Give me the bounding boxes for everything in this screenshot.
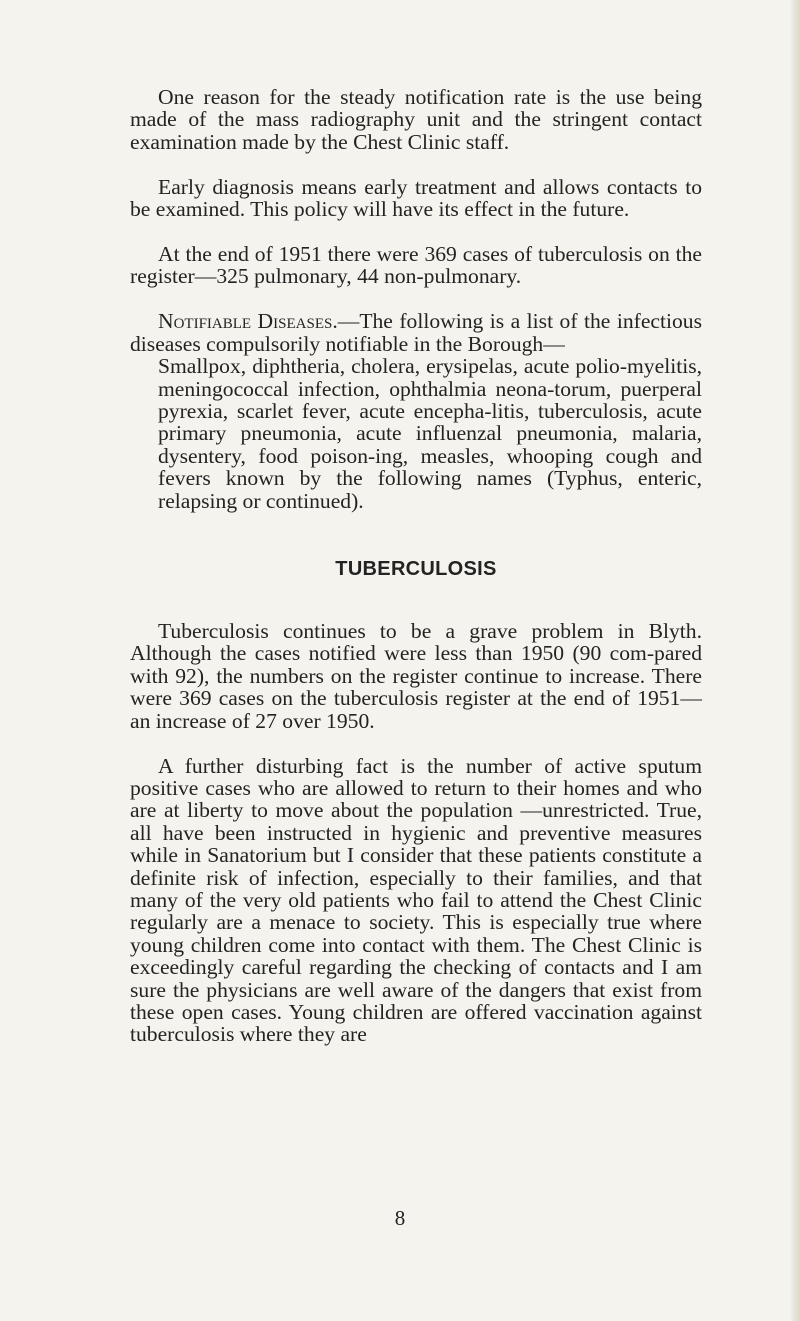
page-edge-shadow [790, 0, 800, 1321]
paragraph-early-diagnosis: Early diagnosis means early treatment and allows contacts to be examined. This policy will have its effect in the future. [130, 174, 702, 222]
page-number: 8 [394, 1206, 406, 1230]
paragraph-notifiable-diseases [130, 310, 702, 355]
paragraph-sputum-positive-cases: A further disturbing fact is the number of active sputum positive cases who are allowed to return to their homes and who are at liberty to move about the population —unrestricted. True, all have been instructed in hygienic and preventive measures while in Sanatorium but I consider that these patients constitute a definite risk of infection, especially to their families, and that many of the very old patients who fail to attend the Chest Clinic regularly are a menace to society. This is especially true where young children come into contact with them. The Chest Clinic is exceedingly careful regarding the checking of contacts and I am sure the physicians are well aware of the dangers that exist from these open cases. Young children are offered vaccination against tuberculosis where they are [130, 753, 702, 1047]
paragraph-register-count: At the end of 1951 there were 369 cases of tuberculosis on the register—325 pulmonary, 44 non-pulmonary. [130, 242, 702, 289]
notifiable-diseases-lead: Notifiable Diseases. [158, 309, 338, 334]
notifiable-diseases-list: Smallpox, diphtheria, cholera, erysipelas, acute polio-myelitis, meningococcal infection, ophthalmia neona-torum, puerperal pyrexia, scarlet fever, acute encepha-litis, tuberculosis, acute primary pneumonia, acute influenzal pneumonia, malaria, dysentery, food poison-ing, measles, whooping cough and fevers known by the following names (Typhus, enteric, relapsing or continued). [158, 354, 702, 513]
paragraph-tuberculosis-problem: Tuberculosis continues to be a grave problem in Blyth. Although the cases notified were less than 1950 (90 com-pared with 92), the numbers on the register continue to increase. There were 369 cases on the tuberculosis register at the end of 1951—an increase of 27 over 1950. [130, 619, 702, 733]
notifiable-diseases-body: —The following is a list of the infectious diseases compulsorily notifiable in the Borough— [130, 309, 702, 356]
paragraph-notification-rate: One reason for the steady notification rate is the use being made of the mass radiography unit and the stringent contact examination made by the Chest Clinic staff. [130, 85, 702, 154]
body-text [130, 86, 702, 1046]
section-heading-tuberculosis: TUBERCULOSIS [335, 558, 497, 580]
